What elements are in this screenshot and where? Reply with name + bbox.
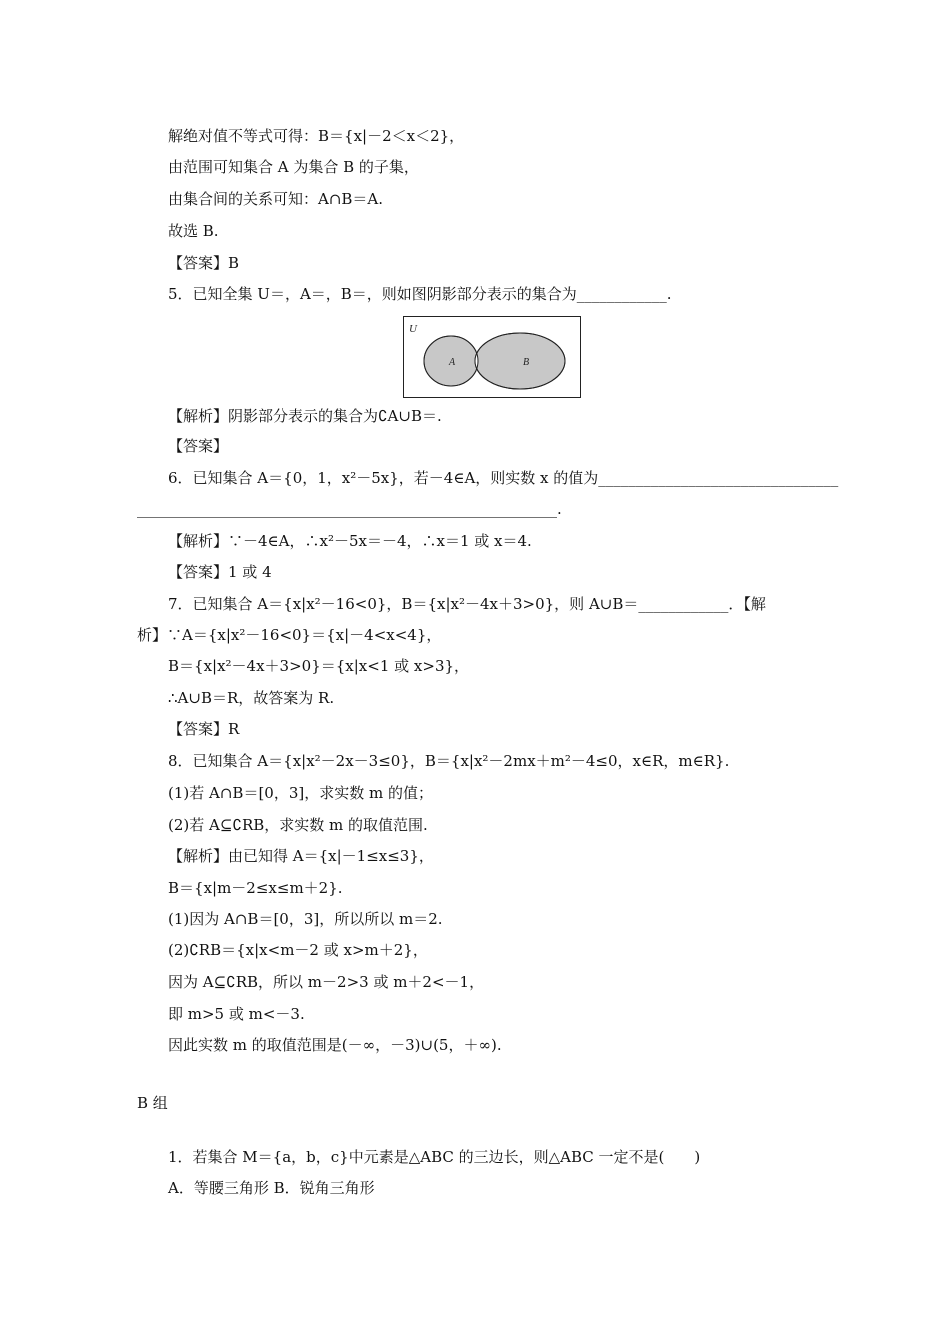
line-14: 析】∵A＝{x|x²－16<0}＝{x|－4<x<4}，: [137, 626, 442, 644]
line-30: A．等腰三角形 B．锐角三角形: [168, 1179, 375, 1197]
section-heading-b: B 组: [137, 1094, 168, 1112]
line-1: 解绝对值不等式可得：B＝{x|－2＜x＜2}，: [168, 127, 465, 145]
question-7: 7．已知集合 A＝{x|x²－16<0}，B＝{x|x²－4x＋3>0}，则 A∪B＝____________．【解: [168, 595, 766, 613]
line-12: 【答案】1 或 4: [168, 563, 272, 581]
venn-label-b: B: [523, 357, 530, 368]
line-23: (1)因为 A∩B＝[0，3]，所以所以 m＝2.: [168, 910, 443, 928]
venn-label-u: U: [409, 323, 417, 335]
line-15: B＝{x|x²－4x＋3>0}＝{x|x<1 或 x>3}，: [168, 657, 470, 675]
question-5: 5．已知全集 U＝，A＝，B＝，则如图阴影部分表示的集合为____________.: [168, 285, 672, 303]
line-26: 即 m>5 或 m<－3.: [168, 1005, 305, 1023]
venn-diagram: [403, 316, 581, 398]
line-24: (2)∁RB＝{x|x<m－2 或 x>m＋2}，: [168, 941, 428, 959]
line-27: 因此实数 m 的取值范围是(－∞，－3)∪(5，＋∞).: [168, 1036, 502, 1054]
line-11: 【解析】∵－4∈A，∴x²－5x＝－4，∴x＝1 或 x＝4.: [168, 532, 532, 550]
line-17: 【答案】R: [168, 720, 240, 738]
line-20: (2)若 A⊆∁RB，求实数 m 的取值范围.: [168, 816, 428, 834]
line-8: 【答案】: [168, 437, 229, 455]
question-6: 6．已知集合 A＝{0，1，x²－5x}，若－4∈A，则实数 x 的值为________________________________: [168, 469, 839, 487]
line-2: 由范围可知集合 A 为集合 B 的子集，: [168, 158, 419, 176]
line-7: 【解析】阴影部分表示的集合为∁A∪B＝.: [168, 407, 442, 425]
line-21: 【解析】由已知得 A＝{x|－1≤x≤3}，: [168, 847, 434, 865]
line-4: 故选 B.: [168, 222, 219, 240]
venn-label-a: A: [449, 357, 456, 368]
question-8: 8．已知集合 A＝{x|x²－2x－3≤0}，B＝{x|x²－2mx＋m²－4≤0，x∈R，m∈R}.: [168, 752, 730, 770]
line-3: 由集合间的关系可知：A∩B＝A.: [168, 190, 384, 208]
line-22: B＝{x|m－2≤x≤m＋2}.: [168, 879, 343, 897]
line-19: (1)若 A∩B＝[0，3]，求实数 m 的值；: [168, 784, 433, 802]
line-10: ________________________________________________________.: [137, 500, 562, 518]
line-25: 因为 A⊆∁RB，所以 m－2>3 或 m＋2<－1，: [168, 973, 485, 991]
question-b1: 1．若集合 M＝{a，b，c}中元素是△ABC 的三边长，则△ABC 一定不是( ): [168, 1148, 701, 1166]
line-5: 【答案】B: [168, 254, 240, 272]
line-16: ∴A∪B＝R，故答案为 R.: [168, 689, 335, 707]
